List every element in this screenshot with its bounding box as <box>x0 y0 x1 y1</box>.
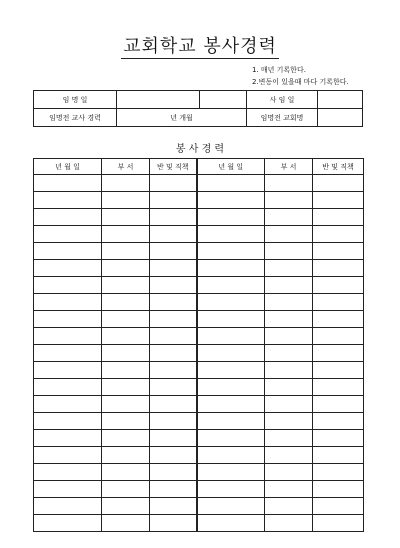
department-cell[interactable] <box>102 175 150 192</box>
date-cell[interactable] <box>197 413 265 430</box>
class-position-cell[interactable] <box>150 379 197 396</box>
department-cell[interactable] <box>102 328 150 345</box>
class-position-cell[interactable] <box>150 430 197 447</box>
department-cell[interactable] <box>102 260 150 277</box>
date-cell[interactable] <box>197 396 265 413</box>
department-cell[interactable] <box>265 209 313 226</box>
note-1: 1. 매년 기록한다. <box>252 66 306 74</box>
department-cell[interactable] <box>102 515 150 532</box>
class-position-cell[interactable] <box>150 464 197 481</box>
table-row <box>34 277 364 294</box>
class-position-cell[interactable] <box>313 396 364 413</box>
department-cell[interactable] <box>265 515 313 532</box>
class-position-cell[interactable] <box>150 226 197 243</box>
date-cell[interactable] <box>34 379 102 396</box>
table-row <box>34 260 364 277</box>
table-row <box>34 379 364 396</box>
resignation-date-value[interactable] <box>318 91 363 109</box>
department-cell[interactable] <box>265 413 313 430</box>
department-cell[interactable] <box>102 396 150 413</box>
class-position-cell[interactable] <box>313 498 364 515</box>
department-cell[interactable] <box>265 192 313 209</box>
date-cell[interactable] <box>34 515 102 532</box>
date-cell[interactable] <box>197 311 265 328</box>
class-position-cell[interactable] <box>150 515 197 532</box>
department-cell[interactable] <box>102 413 150 430</box>
department-cell[interactable] <box>102 498 150 515</box>
date-cell[interactable] <box>34 430 102 447</box>
department-cell[interactable] <box>265 175 313 192</box>
date-cell[interactable] <box>197 328 265 345</box>
department-cell[interactable] <box>265 243 313 260</box>
class-position-cell[interactable] <box>150 260 197 277</box>
department-cell[interactable] <box>265 328 313 345</box>
department-cell[interactable] <box>265 430 313 447</box>
class-position-cell[interactable] <box>150 498 197 515</box>
department-cell[interactable] <box>102 481 150 498</box>
department-cell[interactable] <box>102 345 150 362</box>
col-department-header: 부 서 <box>265 159 313 175</box>
date-cell[interactable] <box>197 498 265 515</box>
table-row <box>34 515 364 532</box>
section-title: 봉 사 경 력 <box>175 144 225 155</box>
class-position-cell[interactable] <box>150 396 197 413</box>
department-cell[interactable] <box>102 447 150 464</box>
class-position-cell[interactable] <box>313 311 364 328</box>
department-cell[interactable] <box>265 379 313 396</box>
class-position-cell[interactable] <box>313 294 364 311</box>
department-cell[interactable] <box>265 362 313 379</box>
table-row <box>34 345 364 362</box>
prior-church-label: 임명전 교회명 <box>247 109 318 127</box>
table-row <box>34 243 364 260</box>
class-position-cell[interactable] <box>150 345 197 362</box>
class-position-cell[interactable] <box>313 277 364 294</box>
class-position-cell[interactable] <box>150 481 197 498</box>
class-position-cell[interactable] <box>313 226 364 243</box>
department-cell[interactable] <box>102 277 150 294</box>
date-cell[interactable] <box>34 396 102 413</box>
class-position-cell[interactable] <box>313 447 364 464</box>
department-cell[interactable] <box>102 311 150 328</box>
table-row <box>34 226 364 243</box>
date-cell[interactable] <box>197 260 265 277</box>
service-log-header-row <box>34 159 364 175</box>
class-position-cell[interactable] <box>150 328 197 345</box>
department-cell[interactable] <box>102 464 150 481</box>
class-position-cell[interactable] <box>150 209 197 226</box>
date-cell[interactable] <box>197 209 265 226</box>
date-cell[interactable] <box>197 362 265 379</box>
class-position-cell[interactable] <box>313 345 364 362</box>
department-cell[interactable] <box>265 311 313 328</box>
date-cell[interactable] <box>197 294 265 311</box>
date-cell[interactable] <box>34 498 102 515</box>
department-cell[interactable] <box>102 192 150 209</box>
teacher-info-table <box>33 90 363 127</box>
table-row <box>34 481 364 498</box>
date-cell[interactable] <box>197 243 265 260</box>
class-position-cell[interactable] <box>313 379 364 396</box>
table-row <box>34 396 364 413</box>
date-cell[interactable] <box>34 362 102 379</box>
table-row <box>34 311 364 328</box>
table-row <box>34 447 364 464</box>
instruction-notes <box>252 64 349 88</box>
date-cell[interactable] <box>34 260 102 277</box>
department-cell[interactable] <box>265 294 313 311</box>
date-cell[interactable] <box>197 464 265 481</box>
table-row <box>34 294 364 311</box>
appointment-date-label: 임 명 일 <box>34 91 117 109</box>
class-position-cell[interactable] <box>313 413 364 430</box>
table-row <box>34 413 364 430</box>
class-position-cell[interactable] <box>150 243 197 260</box>
department-cell[interactable] <box>102 430 150 447</box>
class-position-cell[interactable] <box>150 311 197 328</box>
date-cell[interactable] <box>197 481 265 498</box>
date-cell[interactable] <box>34 328 102 345</box>
date-cell[interactable] <box>34 226 102 243</box>
form-title: 교회학교 봉사경력 <box>123 36 277 57</box>
prior-church-value[interactable] <box>318 109 363 127</box>
department-cell[interactable] <box>265 447 313 464</box>
date-cell[interactable] <box>34 481 102 498</box>
department-cell[interactable] <box>265 345 313 362</box>
prior-career-value[interactable]: 년 개월 <box>117 109 247 127</box>
department-cell[interactable] <box>265 277 313 294</box>
prior-career-label: 임명전 교사 경력 <box>34 109 117 127</box>
class-position-cell[interactable] <box>313 260 364 277</box>
date-cell[interactable] <box>197 379 265 396</box>
class-position-cell[interactable] <box>150 294 197 311</box>
col-date-header: 년 월 일 <box>197 159 265 175</box>
date-cell[interactable] <box>34 243 102 260</box>
resignation-date-label: 사 임 일 <box>247 91 318 109</box>
department-cell[interactable] <box>265 226 313 243</box>
department-cell[interactable] <box>265 396 313 413</box>
date-cell[interactable] <box>34 175 102 192</box>
date-cell[interactable] <box>197 430 265 447</box>
class-position-cell[interactable] <box>150 362 197 379</box>
department-cell[interactable] <box>265 464 313 481</box>
class-position-cell[interactable] <box>150 277 197 294</box>
date-cell[interactable] <box>34 464 102 481</box>
date-cell[interactable] <box>34 311 102 328</box>
class-position-cell[interactable] <box>150 175 197 192</box>
service-log-table <box>33 158 364 532</box>
department-cell[interactable] <box>102 379 150 396</box>
table-row <box>34 328 364 345</box>
department-cell[interactable] <box>102 294 150 311</box>
department-cell[interactable] <box>102 209 150 226</box>
department-cell[interactable] <box>265 260 313 277</box>
class-position-cell[interactable] <box>150 413 197 430</box>
class-position-cell[interactable] <box>313 481 364 498</box>
class-position-cell[interactable] <box>313 192 364 209</box>
date-cell[interactable] <box>34 277 102 294</box>
date-cell[interactable] <box>197 515 265 532</box>
date-cell[interactable] <box>34 345 102 362</box>
class-position-cell[interactable] <box>313 243 364 260</box>
table-row <box>34 362 364 379</box>
date-cell[interactable] <box>34 447 102 464</box>
table-row <box>34 192 364 209</box>
date-cell[interactable] <box>34 413 102 430</box>
class-position-cell[interactable] <box>313 328 364 345</box>
department-cell[interactable] <box>265 498 313 515</box>
table-row <box>34 464 364 481</box>
class-position-cell[interactable] <box>313 362 364 379</box>
col-department-header: 부 서 <box>102 159 150 175</box>
col-date-header: 년 월 일 <box>34 159 102 175</box>
department-cell[interactable] <box>102 243 150 260</box>
table-row <box>34 498 364 515</box>
col-class-position-header: 반 및 직책 <box>313 159 364 175</box>
date-cell[interactable] <box>197 192 265 209</box>
appointment-date-value[interactable] <box>117 91 200 109</box>
class-position-cell[interactable] <box>313 464 364 481</box>
note-2: 2.변동이 있을때 마다 기록한다. <box>252 78 349 86</box>
date-cell[interactable] <box>34 209 102 226</box>
date-cell[interactable] <box>197 175 265 192</box>
department-cell[interactable] <box>265 481 313 498</box>
date-cell[interactable] <box>34 294 102 311</box>
department-cell[interactable] <box>102 362 150 379</box>
department-cell[interactable] <box>102 226 150 243</box>
date-cell[interactable] <box>197 345 265 362</box>
class-position-cell[interactable] <box>313 515 364 532</box>
col-class-position-header: 반 및 직책 <box>150 159 197 175</box>
table-row <box>34 175 364 192</box>
class-position-cell[interactable] <box>313 175 364 192</box>
date-cell[interactable] <box>34 192 102 209</box>
class-position-cell[interactable] <box>313 209 364 226</box>
date-cell[interactable] <box>197 226 265 243</box>
class-position-cell[interactable] <box>150 192 197 209</box>
date-cell[interactable] <box>197 447 265 464</box>
table-row <box>34 209 364 226</box>
class-position-cell[interactable] <box>150 447 197 464</box>
class-position-cell[interactable] <box>313 430 364 447</box>
table-row <box>34 430 364 447</box>
date-cell[interactable] <box>197 277 265 294</box>
